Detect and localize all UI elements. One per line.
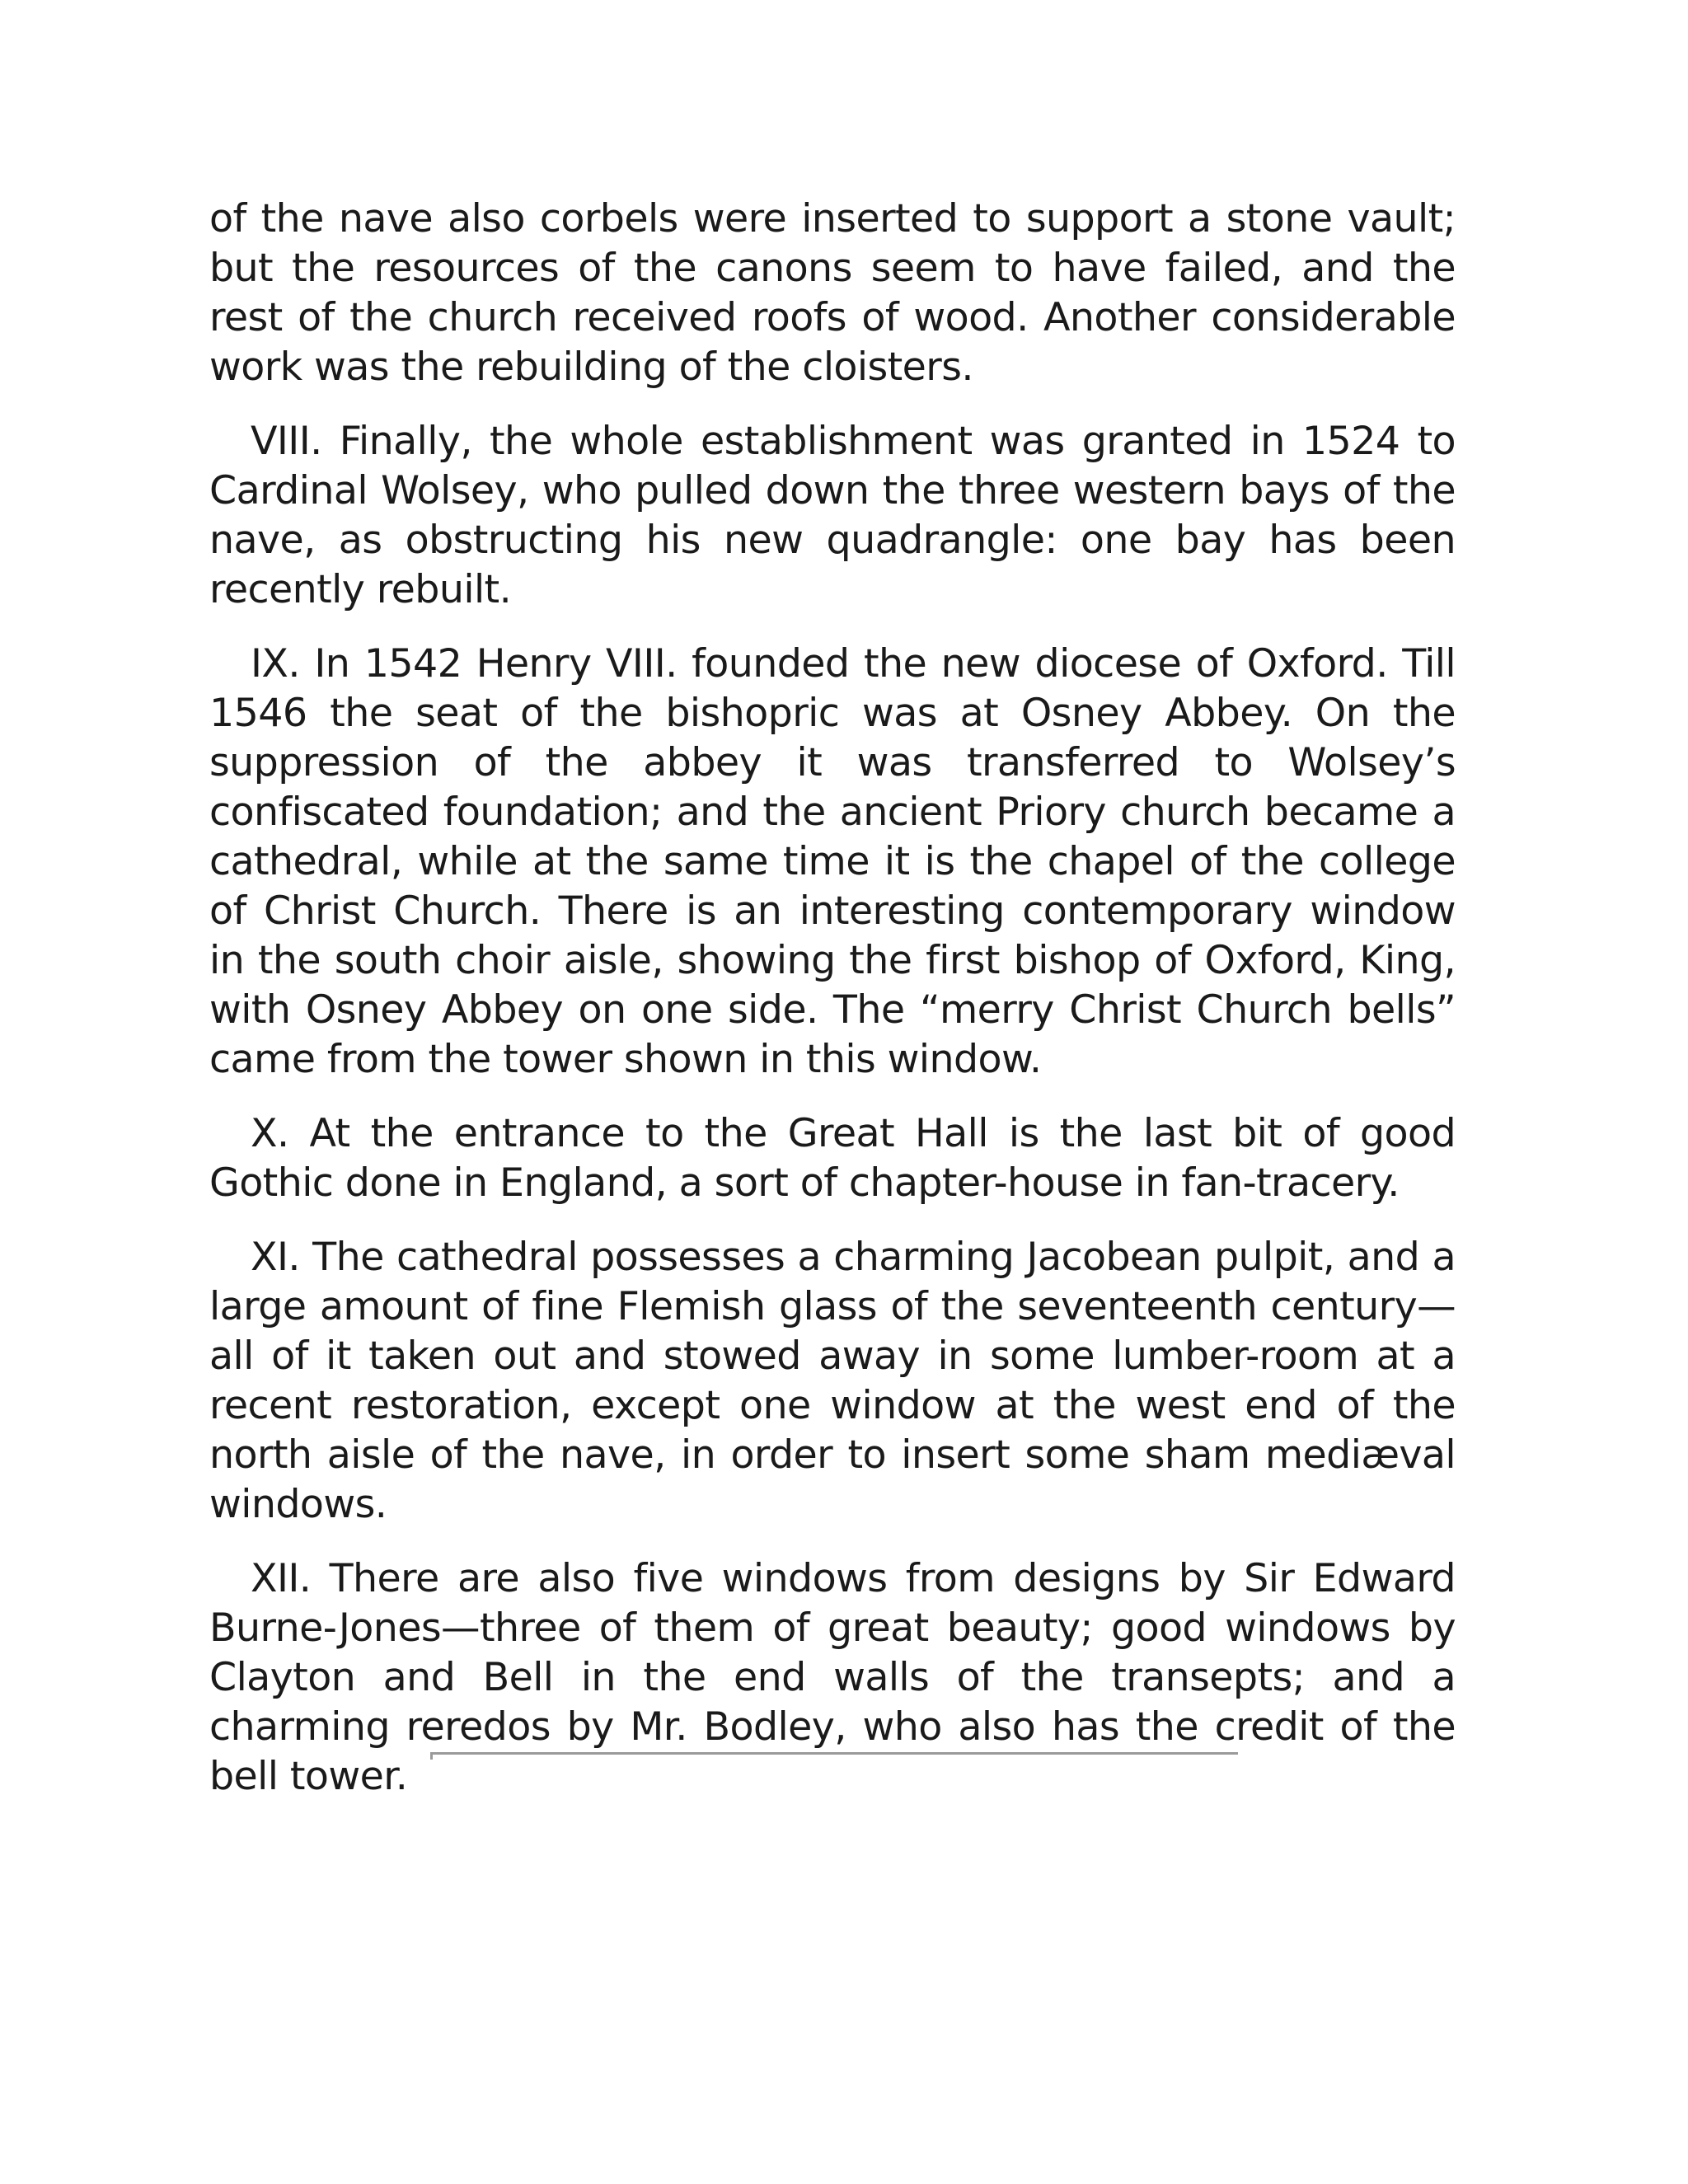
document-body xyxy=(209,194,1456,1826)
paragraph-ix: IX. In 1542 Henry VIII. founded the new diocese of Oxford. Till 1546 the seat of the bishopric was at Osney Abbey. On the suppression of the abbey it was transferred to Wolsey’s confiscated foundation; and the ancient Priory church became a cathedral, while at the same time it is the chapel of the college of Christ Church. There is an interesting contemporary window in the south choir aisle, showing the first bishop of Oxford, King, with Osney Abbey on one side. The “merry Christ Church bells” came from the tower shown in this window. xyxy=(209,641,1456,1082)
paragraph-x: X. At the entrance to the Great Hall is the last bit of good Gothic done in England, a sort of chapter-house in fan-tracery. xyxy=(209,1111,1456,1206)
paragraph-xi: XI. The cathedral possesses a charming Jacobean pulpit, and a large amount of fine Flemish glass of the seventeenth century—all of it taken out and stowed away in some lumber-room at a recent restoration, except one window at the west end of the north aisle of the nave, in order to insert some sham mediæval windows. xyxy=(209,1235,1456,1527)
paragraph-continuation: of the nave also corbels were inserted to support a stone vault; but the resources of the canons seem to have failed, and the rest of the church received roofs of wood. Another considerable work was the rebuilding of the cloisters. xyxy=(209,196,1456,390)
paragraph-xii: XII. There are also five windows from designs by Sir Edward Burne-Jones—three of them of great beauty; good windows by Clayton and Bell in the end walls of the transepts; and a charming reredos by Mr. Bodley, who also has the credit of the bell tower. xyxy=(209,1556,1456,1799)
paragraph-viii: VIII. Finally, the whole establishment was granted in 1524 to Cardinal Wolsey, who pulled down the three western bays of the nave, as obstructing his new quadrangle: one bay has been recently rebuilt. xyxy=(209,419,1456,612)
section-divider xyxy=(430,1752,1238,1755)
